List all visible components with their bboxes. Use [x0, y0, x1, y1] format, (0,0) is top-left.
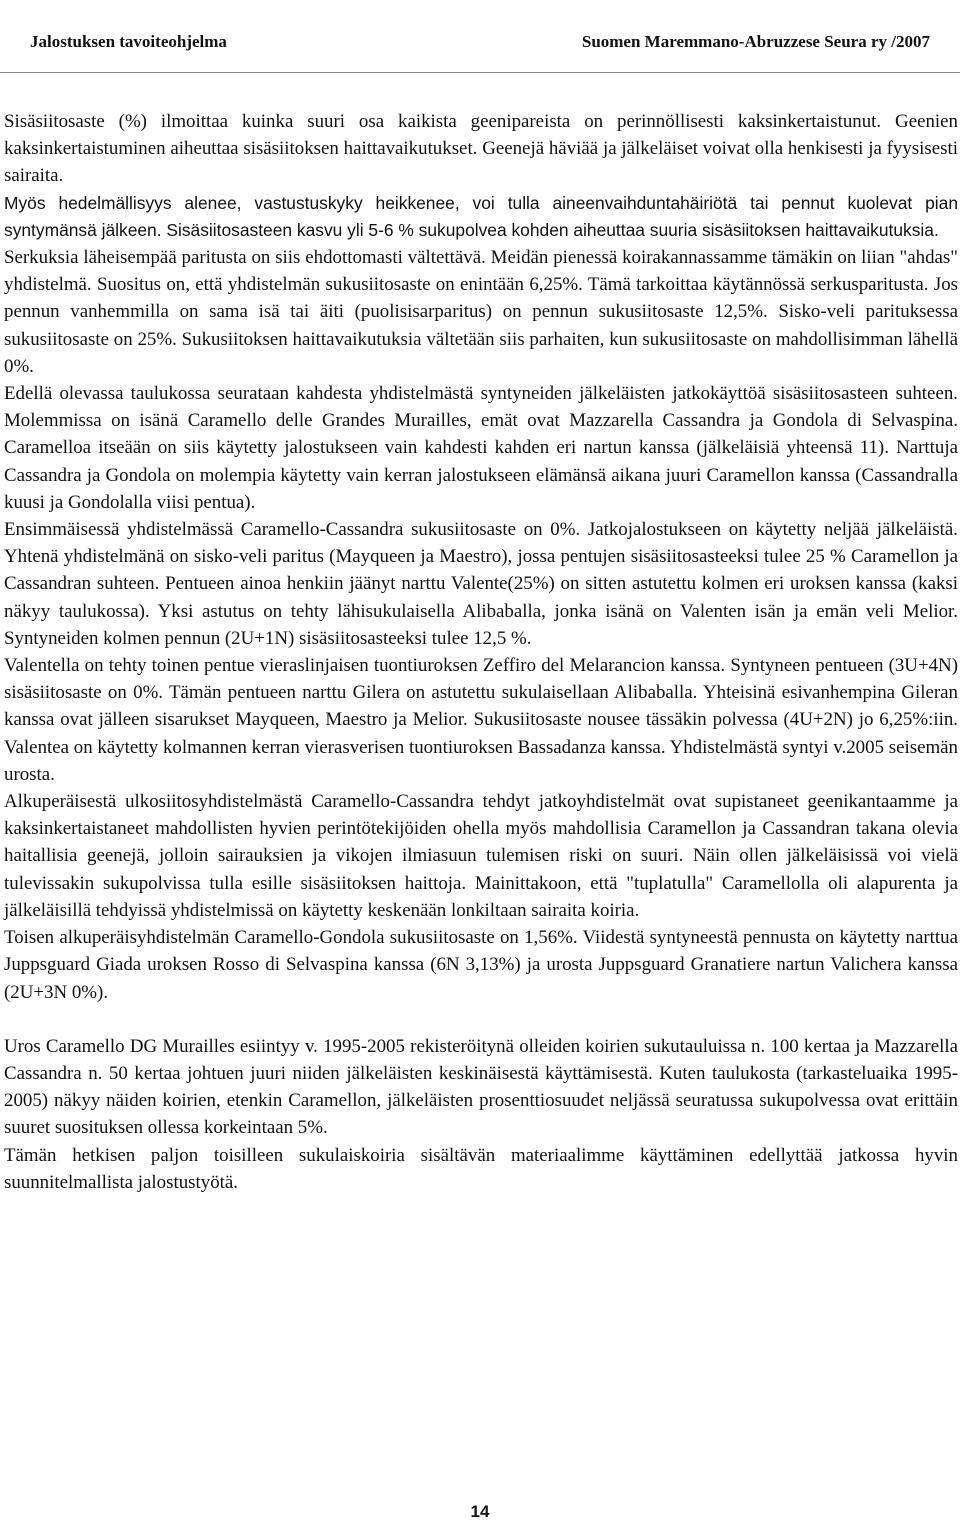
paragraph-9: Uros Caramello DG Murailles esiintyy v. 1995-2005 rekisteröitynä olleiden koirien sukutauluissa n. 100 kertaa ja Mazzarella Cassandra n. 50 kertaa johtuen juuri niiden jälkeläisten keskinäisestä käyttämisestä. Kuten taulukosta (tarkasteluaika 1995-2005) näkyy näiden koirien, etenkin Caramellon, jälkeläisten prosenttiosuudet neljässä seuratussa sukupolvessa ovat erittäin suuret suosituksen ollessa korkeintaan 5%.: [4, 1035, 958, 1139]
paragraph-1: Sisäsiitosaste (%) ilmoittaa kuinka suuri osa kaikista geenipareista on perinnöllisesti kaksinkertaistunut. Geenien kaksinkertaistuminen aiheuttaa sisäsiitoksen haittavaikutukset. Geenejä häviää ja jälkeläiset voivat olla henkisesti ja fyysisesti sairaita.: [4, 111, 958, 187]
paragraph-spacer: [4, 1006, 958, 1033]
paragraph-4: Edellä olevassa taulukossa seurataan kahdesta yhdistelmästä syntyneiden jälkeläisten jatkokäyttöä sisäsiitosasteen suhteen. Molemmissa on isänä Caramello delle Grandes Murailles, emät ovat Mazzarella Cassandra ja Gondola di Selvaspina. Caramelloa itseään on siis käytetty jalostukseen vain kahdesti kahden eri nartun kanssa (jälkeläisiä yhteensä 11). Narttuja Cassandra ja Gondola on molempia käytetty vain kerran jalostukseen elämänsä aikana juuri Caramellon kanssa (Cassandralla kuusi ja Gondolalla viisi pentua).: [4, 383, 958, 513]
header-organization: Suomen Maremmano-Abruzzese Seura ry /2007: [581, 32, 930, 51]
paragraph-5: Ensimmäisessä yhdistelmässä Caramello-Cassandra sukusiitosaste on 0%. Jatkojalostukseen on käytetty neljää jälkeläistä. Yhtenä yhdistelmänä on sisko-veli paritus (Mayqueen ja Maestro), jossa pentujen sisäsiitosasteeksi tulee 25 % Caramellon ja Cassandran suhteen. Pentueen ainoa henkiin jäänyt narttu Valente(25%) on sitten astutettu kolmen eri uroksen kanssa (kaksi näkyy taulukossa). Yksi astutus on tehty lähisukulaisella Alibaballa, jonka isänä on Valenten isän ja emän veli Melior. Syntyneiden kolmen pennun (2U+1N) sisäsiitosasteeksi tulee 12,5 %.: [4, 519, 958, 649]
header-document-title: Jalostuksen tavoiteohjelma: [30, 32, 227, 51]
page-header: [30, 32, 930, 52]
paragraph-7: Alkuperäisestä ulkosiitosyhdistelmästä Caramello-Cassandra tehdyt jatkoyhdistelmät ovat supistaneet geenikantaamme ja kaksinkertaistaneet mahdollisten hyvien perintötekijöiden ohella myös mahdollisia Caramellon ja Cassandran takana olevia haitallisia geenejä, jolloin sairauksien ja vikojen ilmiasuun tulemisen riski on suuri. Näin ollen jälkeläisissä voi vielä tulevissakin sukupolvissa tulla esille sisäsiitoksen haittoja. Mainittakoon, että "tuplatulla" Caramellolla oli alapurenta ja jälkeläisillä tehdyissä yhdistelmissä on käytetty keskenään lonkiltaan sairaita koiria.: [4, 791, 958, 921]
paragraph-3: Serkuksia läheisempää paritusta on siis ehdottomasti vältettävä. Meidän pienessä koirakannassamme tämäkin on liian "ahdas" yhdistelmä. Suositus on, että yhdistelmän sukusiitosaste on enintään 6,25%. Tämä tarkoittaa käytännössä serkusparitusta. Jos pennun vanhemmilla on sama isä tai äiti (puolisisarparitus) on pennun sukusiitosaste 12,5%. Sisko-veli parituksessa sukusiitosaste on 25%. Sukusiitoksen haittavaikutuksia vältetään siis parhaiten, kun sukusiitosaste on mahdollisimman lähellä 0%.: [4, 247, 958, 377]
paragraph-10: Tämän hetkisen paljon toisilleen sukulaiskoiria sisältävän materiaalimme käyttäminen edellyttää jatkossa hyvin suunnitelmallista jalostustyötä.: [4, 1144, 958, 1193]
paragraph-2: Myös hedelmällisyys alenee, vastustuskyky heikkenee, voi tulla aineenvaihduntahäiriötä tai pennut kuolevat pian syntymänsä jälkeen. Sisäsiitosasteen kasvu yli 5-6 % sukupolvea kohden aiheuttaa suuria sisäsiitoksen haittavaikutuksia.: [4, 192, 958, 240]
paragraph-6: Valentella on tehty toinen pentue vieraslinjaisen tuontiuroksen Zeffiro del Melarancion kanssa. Syntyneen pentueen (3U+4N) sisäsiitosaste on 0%. Tämän pentueen narttu Gilera on astutettu sukulaisellaan Alibaballa. Yhteisinä esivanhempina Gileran kanssa ovat jälleen sisarukset Mayqueen, Maestro ja Melior. Sukusiitosaste nousee tässäkin polvessa (4U+2N) jo 6,25%:iin. Valentea on käytetty kolmannen kerran vierasverisen tuontiuroksen Bassadanza kanssa. Yhdistelmästä syntyi v.2005 seisemän urosta.: [4, 655, 958, 785]
header-rule: [0, 72, 960, 73]
page-number: 14: [470, 1502, 490, 1521]
document-body: [4, 108, 958, 1196]
paragraph-8: Toisen alkuperäisyhdistelmän Caramello-Gondola sukusiitosaste on 1,56%. Viidestä syntyneestä pennusta on käytetty narttua Juppsguard Giada uroksen Rosso di Selvaspina kanssa (6N 3,13%) ja urosta Juppsguard Granatiere nartun Valichera kanssa (2U+3N 0%).: [4, 927, 958, 1003]
